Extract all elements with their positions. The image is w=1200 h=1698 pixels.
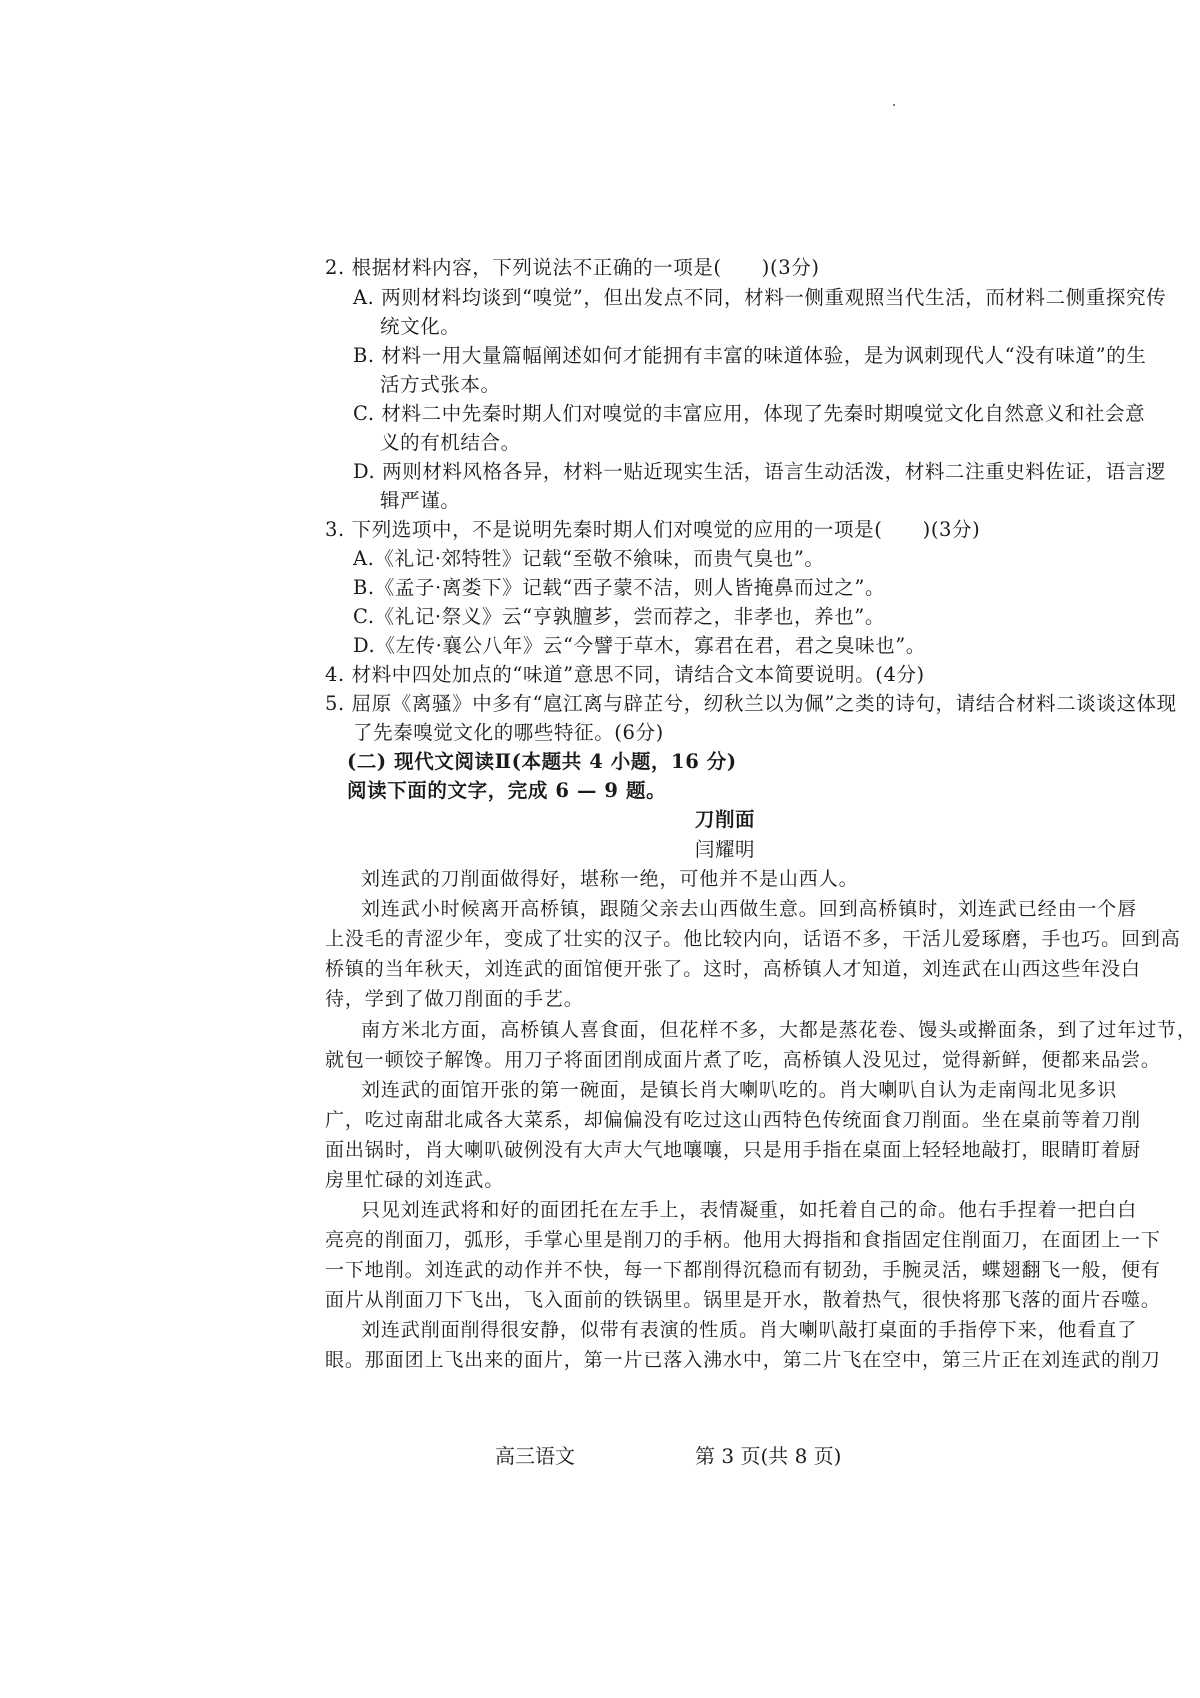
story-line: 一下地削。刘连武的动作并不快，每一下都削得沉稳而有韧劲，手腕灵活，蝶翅翻飞一般，便有 (325, 1259, 1161, 1281)
question-5-cont: 了先秦嗅觉文化的哪些特征。(6分) (353, 721, 664, 744)
question-5: 5. 屈原《离骚》中多有“扈江离与辟芷兮，纫秋兰以为佩”之类的诗句，请结合材料二谈谈这体现 (325, 692, 1177, 715)
question-2-option-b: B. 材料一用大量篇幅阐述如何才能拥有丰富的味道体验，是为讽刺现代人“没有味道”的生 (353, 344, 1147, 367)
story-line: 刘连武的面馆开张的第一碗面，是镇长肖大喇叭吃的。肖大喇叭自认为走南闯北见多识 (361, 1079, 1118, 1101)
question-3-option-a: A.《礼记·郊特牲》记载“至敬不飨味，而贵气臭也”。 (353, 547, 825, 570)
footer-page-number: 第 3 页(共 8 页) (695, 1444, 842, 1468)
footer-subject: 高三语文 (495, 1444, 575, 1468)
story-line: 面出锅时，肖大喇叭破例没有大声大气地嚷嚷，只是用手指在桌面上轻轻地敲打，眼睛盯着厨 (325, 1139, 1141, 1161)
question-3-option-b: B.《孟子·离娄下》记载“西子蒙不洁，则人皆掩鼻而过之”。 (353, 576, 886, 599)
question-2-option-a: A. 两则材料均谈到“嗅觉”，但出发点不同，材料一侧重观照当代生活，而材料二侧重探究传 (353, 286, 1167, 309)
story-line: 只见刘连武将和好的面团托在左手上，表情凝重，如托着自己的命。他右手捏着一把白白 (361, 1199, 1138, 1221)
question-3-option-c: C.《礼记·祭义》云“亨孰膻芗，尝而荐之，非孝也，养也”。 (353, 605, 885, 628)
question-2-option-a-cont: 统文化。 (380, 315, 461, 338)
story-line: 桥镇的当年秋天，刘连武的面馆便开张了。这时，高桥镇人才知道，刘连武在山西这些年没白 (325, 958, 1141, 980)
story-line: 刘连武的刀削面做得好，堪称一绝，可他并不是山西人。 (361, 868, 859, 890)
question-3-option-d: D.《左传·襄公八年》云“今譬于草木，寡君在君，君之臭味也”。 (353, 634, 926, 657)
story-line: 亮亮的削面刀，弧形，手掌心里是削刀的手柄。他用大拇指和食指固定住削面刀，在面团上一下 (325, 1229, 1161, 1251)
story-line: 房里忙碌的刘连武。 (325, 1169, 505, 1191)
story-line: 刘连武削面削得很安静，似带有表演的性质。肖大喇叭敲打桌面的手指停下来，他看直了 (361, 1319, 1138, 1341)
question-2-option-d: D. 两则材料风格各异，材料一贴近现实生活，语言生动活泼，材料二注重史料佐证，语言逻 (353, 460, 1167, 483)
story-line: 眼。那面团上飞出来的面片，第一片已落入沸水中，第二片飞在空中，第三片正在刘连武的削刀 (325, 1349, 1161, 1371)
question-2-stem: 2. 根据材料内容，下列说法不正确的一项是( )(3分) (325, 256, 820, 279)
question-2-option-c-cont: 义的有机结合。 (380, 431, 521, 454)
story-line: 南方米北方面，高桥镇人喜食面，但花样不多，大都是蒸花卷、馒头或擀面条，到了过年过节， (361, 1019, 1197, 1041)
section-instruction: 阅读下面的文字，完成 6 — 9 题。 (347, 779, 667, 802)
story-line: 上没毛的青涩少年，变成了壮实的汉子。他比较内向，话语不多，干活儿爱琢磨，手也巧。回到高 (325, 928, 1181, 950)
question-3-stem: 3. 下列选项中，不是说明先秦时期人们对嗅觉的应用的一项是( )(3分) (325, 518, 981, 541)
question-2-option-c: C. 材料二中先秦时期人们对嗅觉的丰富应用，体现了先秦时期嗅觉文化自然意义和社会意 (353, 402, 1146, 425)
story-line: 广，吃过南甜北咸各大菜系，却偏偏没有吃过这山西特色传统面食刀削面。坐在桌前等着刀削 (325, 1109, 1141, 1131)
story-title: 刀削面 (694, 808, 756, 831)
story-line: 刘连武小时候离开高桥镇，跟随父亲去山西做生意。回到高桥镇时，刘连武已经由一个唇 (361, 898, 1138, 920)
scan-speck (893, 104, 895, 106)
section-heading: (二) 现代文阅读Ⅱ(本题共 4 小题，16 分) (347, 750, 737, 773)
story-line: 面片从削面刀下飞出，飞入面前的铁锅里。锅里是开水，散着热气，很快将那飞落的面片吞噬。 (325, 1289, 1161, 1311)
story-line: 待，学到了做刀削面的手艺。 (325, 988, 584, 1010)
story-author: 闫耀明 (694, 838, 756, 861)
question-2-option-b-cont: 活方式张本。 (380, 373, 501, 396)
question-4: 4. 材料中四处加点的“味道”意思不同，请结合文本简要说明。(4分) (325, 663, 925, 686)
question-2-option-d-cont: 辑严谨。 (380, 489, 461, 512)
story-line: 就包一顿饺子解馋。用刀子将面团削成面片煮了吃，高桥镇人没见过，觉得新鲜，便都来品尝。 (325, 1049, 1161, 1071)
